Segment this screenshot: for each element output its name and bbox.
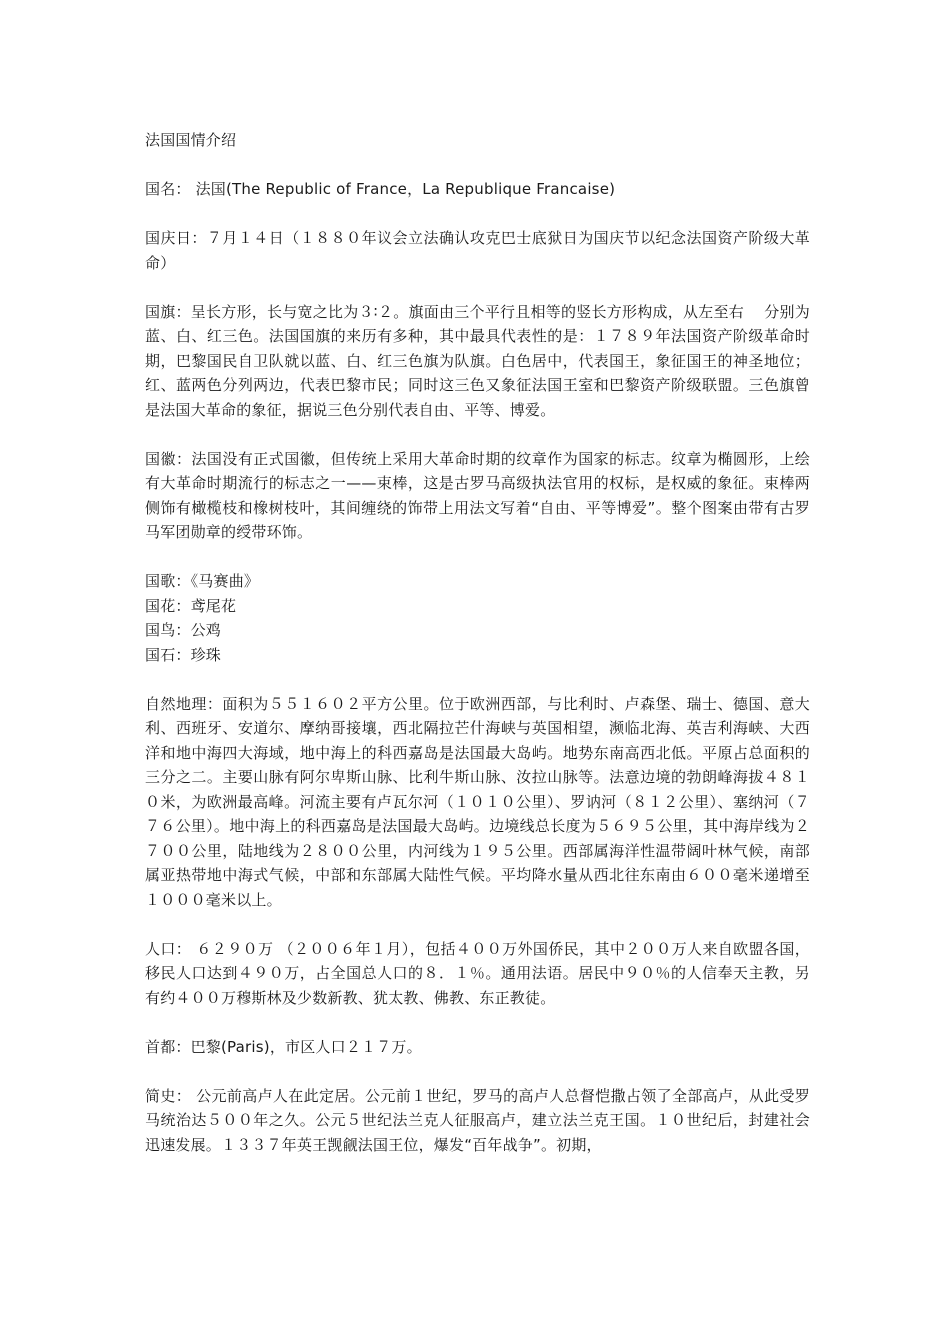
national-flag-paragraph: 国旗：呈长方形，长与宽之比为３∶２。旗面由三个平行且相等的竖长方形构成，从左至右 分别为蓝、白、红三色。法国国旗的来历有多种，其中最具代表性的是：１７８９年法国资产阶级革命时期，巴黎国民自卫队就以蓝、白、红三色旗为队旗。白色居中，代表国王，象征国王的神圣地位；红、蓝两色分列两边，代表巴黎市民；同时这三色又象征法国王室和巴黎资产阶级联盟。三色旗曾是法国大革命的象征，据说三色分别代表自由、平等、博爱。 [145,302,810,419]
national-flower-line: 国花：鸢尾花 [145,596,237,615]
geography-paragraph: 自然地理：面积为５５１６０２平方公里。位于欧洲西部，与比利时、卢森堡、瑞士、德国、意大利、西班牙、安道尔、摩纳哥接壤，西北隔拉芒什海峡与英国相望，濒临北海、英吉利海峡、大西洋和地中海四大海域，地中海上的科西嘉岛是法国最大岛屿。地势东南高西北低。平原占总面积的三分之二。主要山脉有阿尔卑斯山脉、比利牛斯山脉、汝拉山脉等。法意边境的勃朗峰海拔４８１０米，为欧洲最高峰。河流主要有卢瓦尔河（１０１０公里）、罗讷河（８１２公里）、塞纳河（７７６公里）。地中海上的科西嘉岛是法国最大岛屿。边境线总长度为５６９５公里，其中海岸线为２７００公里，陆地线为２８００公里，内河线为１９５公里。西部属海洋性温带阔叶林气候，南部属亚热带地中海式气候，中部和东部属大陆性气候。平均降水量从西北往东南由６００毫米递增至１０００毫米以上。 [145,694,810,909]
country-name-line: 国名： 法国(The Republic of France，La Republique Francaise) [145,180,616,198]
national-emblem-paragraph: 国徽：法国没有正式国徽，但传统上采用大革命时期的纹章作为国家的标志。纹章为椭圆形，上绘有大革命时期流行的标志之一——束棒，这是古罗马高级执法官用的权标，是权威的象征。束棒两侧饰有橄榄枝和橡树枝叶，其间缠绕的饰带上用法文写着“自由、平等博爱”。整个图案由带有古罗马军团勋章的绶带环饰。 [145,449,810,541]
history-paragraph: 简史： 公元前高卢人在此定居。公元前１世纪，罗马的高卢人总督恺撒占领了全部高卢，从此受罗马统治达５００年之久。公元５世纪法兰克人征服高卢，建立法兰克王国。１０世纪后，封建社会迅速发展。１３３７年英王觊觎法国王位，爆发“百年战争”。初期， [145,1086,810,1154]
document-body [145,128,810,1182]
national-bird-line: 国鸟：公鸡 [145,621,222,639]
document-title: 法国国情介绍 [145,131,237,149]
national-day-paragraph: 国庆日：７月１４日（１８８０年议会立法确认攻克巴士底狱日为国庆节以纪念法国资产阶级大革命） [145,229,810,272]
national-symbols-list [145,569,810,667]
national-stone-line: 国石：珍珠 [145,645,222,664]
capital-paragraph: 首都：巴黎(Paris)，市区人口２１７万。 [145,1037,422,1056]
population-paragraph: 人口： ６２９０万 （２００６年１月），包括４００万外国侨民，其中２００万人来自欧盟各国，移民人口达到４９０万，占全国总人口的８．１％。通用法语。居民中９０％的人信奉天主教，另有约４００万穆斯林及少数新教、犹太教、佛教、东正教徒。 [145,939,810,1007]
national-anthem-line: 国歌：《马赛曲》 [145,572,260,590]
